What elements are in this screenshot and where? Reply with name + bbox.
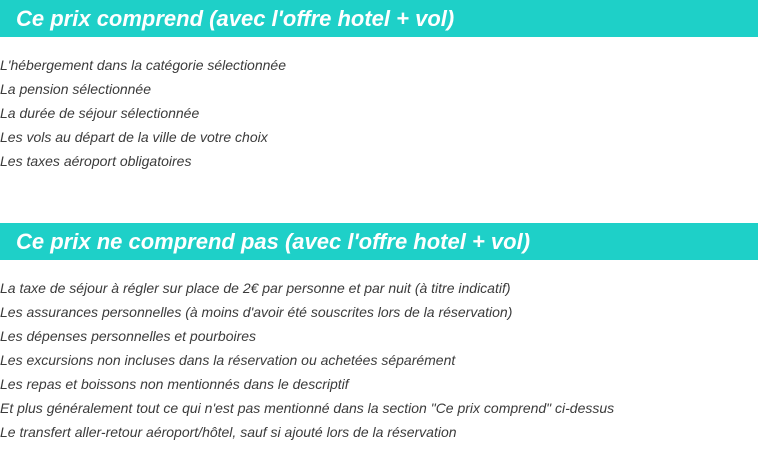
section-header-excluded: Ce prix ne comprend pas (avec l'offre hotel + vol) — [0, 223, 758, 260]
list-item: L'hébergement dans la catégorie sélectionnée — [0, 57, 286, 73]
list-item: Les assurances personnelles (à moins d'avoir été souscrites lors de la réservation) — [0, 304, 513, 320]
list-item: Le transfert aller-retour aéroport/hôtel, sauf si ajouté lors de la réservation — [0, 424, 457, 440]
list-item: Les taxes aéroport obligatoires — [0, 153, 192, 169]
list-item: Et plus généralement tout ce qui n'est pas mentionné dans la section "Ce prix comprend" ci-dessus — [0, 400, 615, 416]
list-item: La pension sélectionnée — [0, 81, 152, 97]
list-item: La taxe de séjour à régler sur place de 2€ par personne et par nuit (à titre indicatif) — [0, 280, 511, 296]
list-item: La durée de séjour sélectionnée — [0, 105, 200, 121]
list-item: Les repas et boissons non mentionnés dans le descriptif — [0, 376, 349, 392]
list-item: Les excursions non incluses dans la réservation ou achetées séparément — [0, 352, 456, 368]
section-header-included: Ce prix comprend (avec l'offre hotel + vol) — [0, 0, 758, 37]
list-item: Les vols au départ de la ville de votre choix — [0, 129, 268, 145]
included-items-list — [0, 53, 286, 173]
list-item: Les dépenses personnelles et pourboires — [0, 328, 257, 344]
excluded-items-list — [0, 276, 614, 444]
